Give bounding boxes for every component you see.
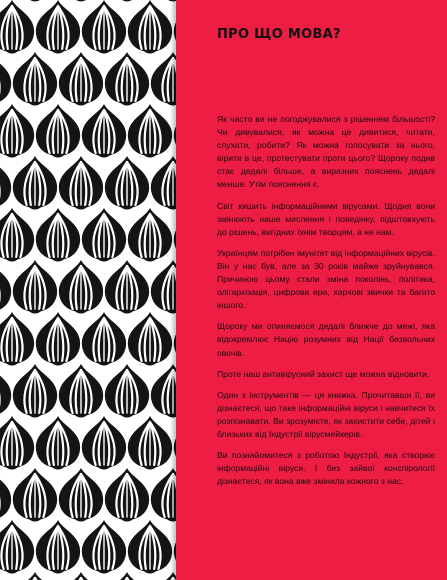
onion-icon (105, 156, 149, 209)
onion-icon (0, 208, 34, 261)
onion-icon (0, 260, 11, 313)
onion-icon (82, 312, 126, 365)
onion-icon (82, 416, 126, 469)
onion-icon (13, 572, 57, 580)
onion-icon (151, 260, 176, 313)
onion-icon (0, 520, 34, 573)
paragraph: Ви познайомитеся з роботою Індустрії, яка створює інформаційні віруси. І без зайвої конспірології дізнаєтеся, як вона вже змінила кожного з нас. (217, 450, 435, 487)
onion-icon (128, 416, 172, 469)
onion-pattern-panel (0, 0, 176, 580)
onion-icon (82, 520, 126, 573)
onion-icon (59, 156, 103, 209)
paragraph: Щороку ми опиняємося дедалі ближче до межі, яка відокремлює Націю розумних від Нації безвольних овочів. (217, 321, 435, 358)
onion-pattern-icon (0, 0, 176, 580)
paragraph: Світ кишить інформаційними вірусами. Щодня вони змінюють наше мислення і поведінку, підштовхують до рішень, вигідних їхнім творцям, а не нам. (217, 200, 435, 237)
onion-icon (13, 52, 57, 105)
onion-icon (0, 156, 11, 209)
onion-icon (151, 52, 176, 105)
onion-icon (59, 52, 103, 105)
onion-icon (36, 312, 80, 365)
onion-icon (105, 52, 149, 105)
onion-icon (0, 0, 34, 53)
onion-icon (128, 104, 172, 157)
onion-icon (151, 156, 176, 209)
onion-icon (0, 572, 11, 580)
text-panel (176, 0, 447, 580)
onion-icon (36, 104, 80, 157)
onion-icon (128, 208, 172, 261)
onion-icon (13, 364, 57, 417)
onion-icon (0, 364, 11, 417)
onion-icon (151, 572, 176, 580)
onion-icon (13, 156, 57, 209)
onion-icon (82, 0, 126, 53)
paragraph: Проте наш антивірусний захист ще можна відновити. (217, 368, 430, 379)
onion-icon (0, 104, 34, 157)
onion-icon (128, 312, 172, 365)
paragraph: Один з інструментів — ця книжка. Прочитавши її, ви дізнаєтеся, що таке інформаційні віруси і навчитеся їх розпізнавати. Ви зрозумієте, як захистити себе, дітей і близьких від Індустрії вірусмейкерів. (217, 389, 435, 439)
onion-icon (105, 260, 149, 313)
onion-icon (105, 364, 149, 417)
onion-icon (0, 468, 11, 521)
onion-icon (151, 0, 176, 1)
onion-icon (105, 468, 149, 521)
onion-icon (0, 0, 11, 1)
onion-icon (128, 520, 172, 573)
onion-icon (59, 0, 103, 1)
onion-icon (59, 260, 103, 313)
onion-icon (0, 52, 11, 105)
onion-icon (105, 0, 149, 1)
onion-icon (13, 0, 57, 1)
onion-icon (36, 520, 80, 573)
onion-icon (13, 468, 57, 521)
onion-icon (151, 364, 176, 417)
onion-icon (128, 0, 172, 53)
onion-icon (105, 572, 149, 580)
onion-icon (59, 572, 103, 580)
onion-icon (59, 364, 103, 417)
onion-icon (82, 104, 126, 157)
onion-icon (36, 416, 80, 469)
onion-icon (0, 312, 34, 365)
paragraph: Як часто ви не погоджувалися з рішенням більшості? Чи дивувалися, як можна це дивитися, читати, слухати, робити? Як можна голосувати за нього, вірити в це, протестувати проти цього? Щороку подив стає дедалі більше, а виразних пояснень дедалі менше. Утім пояснення є. (217, 114, 435, 190)
onion-icon (13, 260, 57, 313)
onion-icon (59, 468, 103, 521)
onion-icon (0, 416, 34, 469)
onion-icon (36, 0, 80, 53)
onion-icon (82, 208, 126, 261)
paragraph: Українцям потрібен імунітет від інформаційних вірусів. Він у нас був, але за 30 років майже зруйнувався. Причиною цьому стали зміна поколінь, політика, олігархізація, цифрова ера, харчові звички та багато іншого. (217, 247, 435, 311)
page-title: ПРО ЩО МОВА? (217, 27, 341, 42)
onion-icon (36, 208, 80, 261)
onion-icon (151, 468, 176, 521)
description-body (217, 113, 435, 496)
